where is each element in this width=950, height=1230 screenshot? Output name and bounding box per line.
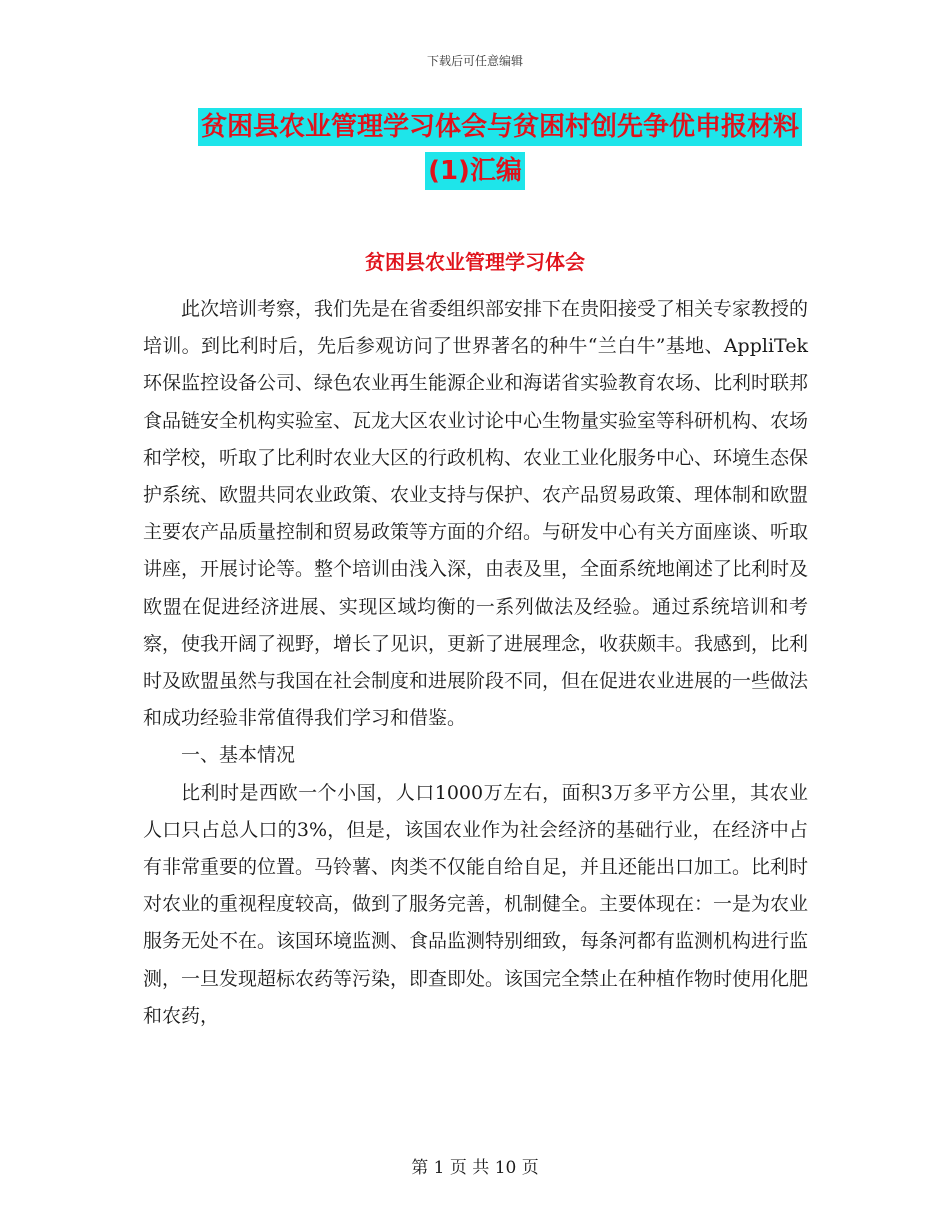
paragraph-intro: 此次培训考察，我们先是在省委组织部安排下在贵阳接受了相关专家教授的培训。到比利时后，先后参观访问了世界著名的种牛“兰白牛”基地、AppliTek环保监控设备公司、绿色农业再生能源企业和海诺省实验教育农场、比利时联邦食品链安全机构实验室、瓦龙大区农业讨论中心生物量实验室等科研机构、农场和学校，听取了比利时农业大区的行政机构、农业工业化服务中心、环境生态保护系统、欧盟共同农业政策、农业支持与保护、农产品贸易政策、理体制和欧盟主要农产品质量控制和贸易政策等方面的介绍。与研发中心有关方面座谈、听取讲座，开展讨论等。整个培训由浅入深，由表及里，全面系统地阐述了比利时及欧盟在促进经济进展、实现区域均衡的一系列做法及经验。通过系统培训和考察，使我开阔了视野，增长了见识，更新了进展理念，收获颇丰。我感到，比利时及欧盟虽然与我国在社会制度和进展阶段不同，但在促进农业进展的一些做法和成功经验非常值得我们学习和借鉴。: [143, 298, 809, 730]
title-line-2: (1)汇编: [425, 152, 525, 190]
page-footer: 第 1 页 共 10 页: [411, 1158, 539, 1178]
paragraph-basic-situation: 比利时是西欧一个小国，人口1000万左右，面积3万多平方公里，其农业人口只占总人口的3%，但是，该国农业作为社会经济的基础行业，在经济中占有非常重要的位置。马铃薯、肉类不仅能自给自足，并且还能出口加工。比利时对农业的重视程度较高，做到了服务完善，机制健全。主要体现在：一是为农业服务无处不在。该国环境监测、食品监测特别细致，每条河都有监测机构进行监测，一旦发现超标农药等污染，即查即处。该国完全禁止在种植作物时使用化肥和农药，: [143, 781, 809, 1027]
section-title: 贫困县农业管理学习体会: [365, 250, 585, 274]
document-title: [0, 108, 950, 190]
header-note: 下载后可任意编辑: [426, 54, 523, 68]
heading-basic-situation: 一、基本情况: [181, 744, 296, 767]
document-body: [143, 291, 808, 1035]
title-line-1: 贫困县农业管理学习体会与贫困村创先争优申报材料: [198, 108, 802, 146]
